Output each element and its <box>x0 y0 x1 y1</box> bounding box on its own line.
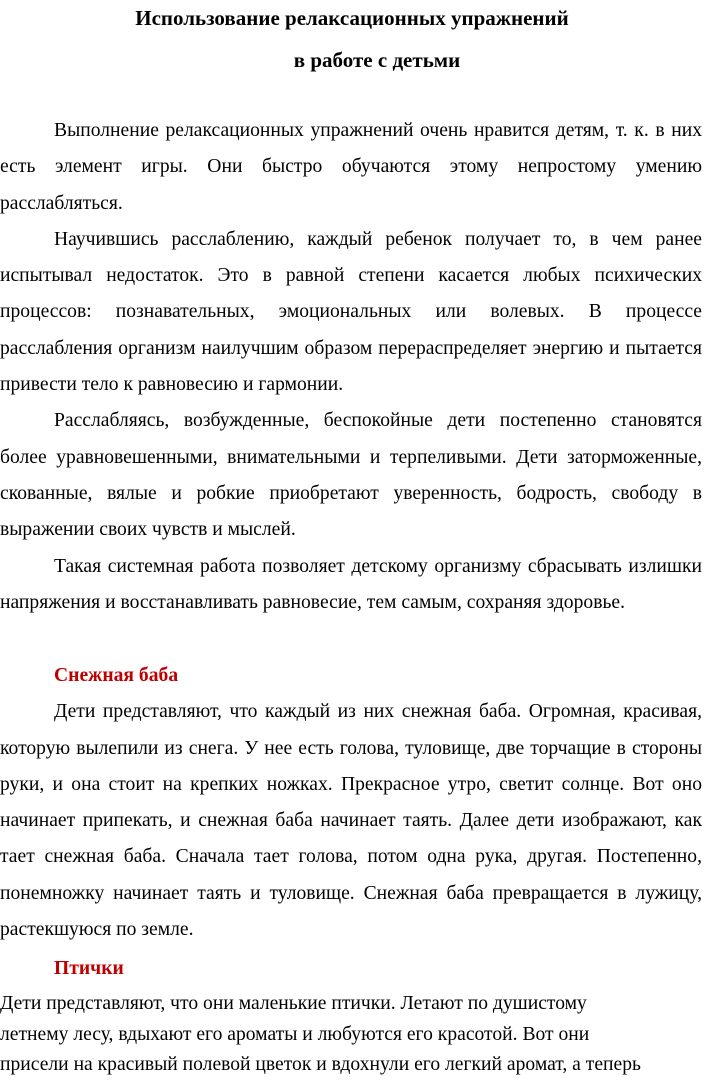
exercise-heading-birds: Птички <box>54 958 124 979</box>
document-title-line-1: Использование релаксационных упражнений <box>135 6 569 30</box>
intro-paragraph-3: Расслабляясь, возбужденные, беспокойные дети постепенно становятся более уравновешенными, внимательными и терпеливыми. Дети заторможенные, скованные, вялые и робкие приобретают уверенность, бодрость, свободу в выражении своих чувств и мыслей. <box>0 410 702 541</box>
intro-section <box>0 113 702 621</box>
exercise-text-snowman: Дети представляют, что каждый из них снежная баба. Огромная, красивая, которую вылепили из снега. У нее есть голова, туловище, две торчащие в стороны руки, и она стоит на крепких ножках. Прекрасное утро, светит солнце. Вот оно начинает припекать, и снежная баба начинает таять. Далее дети изображают, как тает снежная баба. Сначала тает голова, потом одна рука, другая. Постепенно, понемножку начинает таять и туловище. Снежная баба превращается в лужицу, растекшуюся по земле. <box>0 701 702 941</box>
birds-text-line-2: летнему лесу, вдыхают его ароматы и любуются его красотой. Вот они <box>0 1023 590 1045</box>
birds-text-line-1: Дети представляют, что они маленькие птички. Летают по душистому <box>0 993 587 1014</box>
exercise-snowman-section <box>0 658 702 948</box>
exercise-heading-snowman: Снежная баба <box>54 665 179 686</box>
intro-paragraph-1: Выполнение релаксационных упражнений очень нравится детям, т. к. в них есть элемент игры. Они быстро обучаются этому непростому умению расслабляться. <box>0 120 702 214</box>
intro-paragraph-4: Такая системная работа позволяет детскому организму сбрасывать излишки напряжения и восстанавливать равновесие, тем самым, сохраняя здоровье. <box>0 555 702 613</box>
document-title-line-2: в работе с детьми <box>293 48 461 72</box>
exercise-birds-text <box>0 989 704 1081</box>
birds-text-line-3: присели на красивый полевой цветок и вдохнули его легкий аромат, а теперь <box>0 1054 641 1076</box>
intro-paragraph-2: Научившись расслаблению, каждый ребенок получает то, в чем ранее испытывал недостаток. Это в равной степени касается любых психических процессов: познавательных, эмоциональных или волевых. В процессе расслабления организм наилучшим образом перераспределяет энергию и пытается привести тело к равновесию и гармонии. <box>0 228 702 396</box>
exercise-birds-section <box>0 951 702 987</box>
